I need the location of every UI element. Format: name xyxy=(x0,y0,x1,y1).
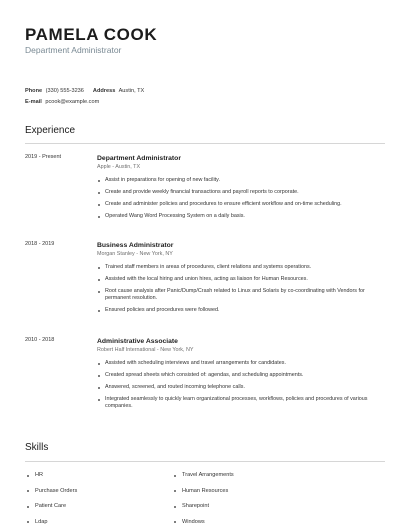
job-company: Robert Half International - New York, NY xyxy=(97,347,194,353)
job-bullet: Assisted with the local hiring and union hires, acting as liaison for Human Resources. xyxy=(97,276,385,283)
job-bullet: Operated Wang Word Processing System on a daily basis. xyxy=(97,213,385,220)
job-bullet: Answered, screened, and routed incoming telephone calls. xyxy=(97,384,385,391)
job-bullet: Create and provide weekly financial transactions and payroll reports to corporate. xyxy=(97,189,385,196)
phone-entry xyxy=(25,86,84,97)
skills-column-left xyxy=(25,472,77,530)
candidate-role: Department Administrator xyxy=(25,45,122,55)
skills-column-right xyxy=(172,472,234,530)
job-bullet: Created spread sheets which consisted of: agendas, and scheduling appointments. xyxy=(97,372,385,379)
email-label: E-mail xyxy=(25,99,42,105)
job-company: Morgan Stanley - New York, NY xyxy=(97,251,173,257)
skills-heading: Skills xyxy=(25,442,49,453)
job-bullet: Trained staff members in areas of procedures, client relations and systems operations. xyxy=(97,264,385,271)
address-label: Address xyxy=(92,88,116,94)
skill-item: Purchase Orders xyxy=(25,488,77,504)
job-title: Department Administrator xyxy=(97,155,181,162)
skill-item: Human Resources xyxy=(172,488,234,504)
job-bullets xyxy=(97,177,385,220)
job-company: Apple - Austin, TX xyxy=(97,164,141,170)
job-dates: 2018 - 2019 xyxy=(25,241,55,247)
job-title: Business Administrator xyxy=(97,242,174,249)
phone-label: Phone xyxy=(25,88,43,94)
contact-block xyxy=(25,86,225,108)
job-title: Administrative Associate xyxy=(97,338,178,345)
skill-item: Sharepoint xyxy=(172,503,234,519)
job-dates: 2019 - Present xyxy=(25,154,62,160)
job-bullet: Integrated seamlessly to quickly learn organizational processes, workflows, policies and procedures of various companies. xyxy=(97,396,385,410)
phone-value: (330) 555-3236 xyxy=(45,88,84,94)
candidate-name: PAMELA COOK xyxy=(25,25,158,44)
job-bullet: Ensured policies and procedures were followed. xyxy=(97,307,385,314)
skills-divider xyxy=(25,461,385,462)
experience-heading: Experience xyxy=(25,125,76,136)
job-bullet: Assisted with scheduling interviews and travel arrangements for candidates. xyxy=(97,360,385,367)
job-bullets xyxy=(97,360,385,410)
job-bullet: Root cause analysis after Panic/Dump/Crash related to Linux and Solaris by co-coordinating with Vendors for permanent resolution. xyxy=(97,288,385,302)
skill-item: Windows xyxy=(172,519,234,530)
job-bullet: Create and administer policies and procedures to ensure efficient workflow and on-time scheduling. xyxy=(97,201,385,208)
skill-item: Patient Care xyxy=(25,503,77,519)
job-dates: 2010 - 2018 xyxy=(25,337,55,343)
job-bullets xyxy=(97,264,385,314)
skill-item: Ldap xyxy=(25,519,77,530)
job-bullet: Assist in preparations for opening of new facility. xyxy=(97,177,385,184)
skill-item: Travel Arrangements xyxy=(172,472,234,488)
email-value: pcook@example.com xyxy=(45,99,100,105)
experience-divider xyxy=(25,143,385,144)
email-entry xyxy=(25,97,99,108)
skill-item: HR xyxy=(25,472,77,488)
address-value: Austin, TX xyxy=(118,88,145,94)
address-entry xyxy=(93,86,144,97)
